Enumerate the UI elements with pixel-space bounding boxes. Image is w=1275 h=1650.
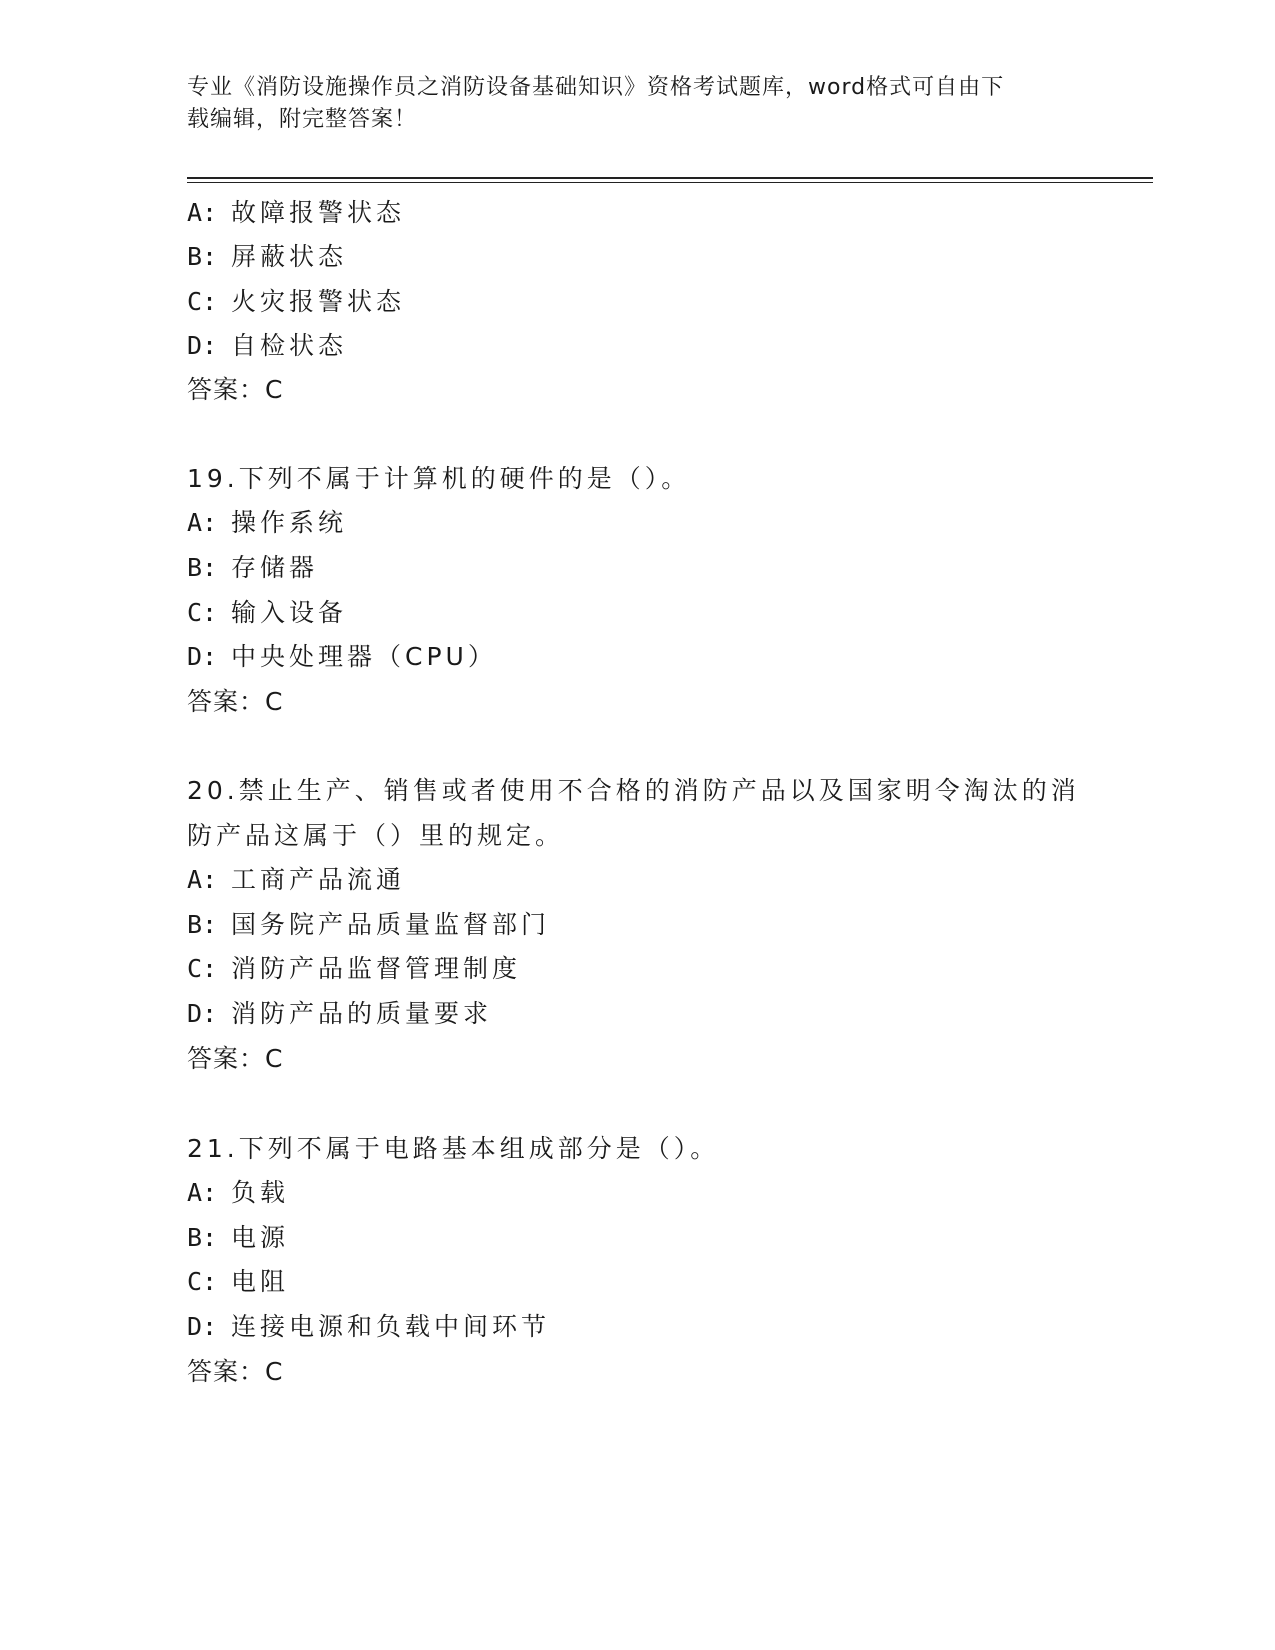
option-key: C:	[187, 1267, 218, 1296]
option-text: 存储器	[231, 553, 319, 582]
q21-option-d	[187, 1307, 550, 1343]
q19-answer: 答案：C	[187, 687, 284, 716]
q18-option-c	[187, 282, 405, 318]
option-text: 电阻	[231, 1267, 290, 1296]
option-key: B:	[187, 242, 218, 271]
q21-option-a	[187, 1173, 289, 1209]
option-key: D:	[187, 999, 218, 1028]
option-text: 自检状态	[231, 331, 348, 360]
header-divider-thick	[187, 177, 1153, 179]
header-line-1: 专业《消防设施操作员之消防设备基础知识》资格考试题库，word格式可自由下	[187, 75, 1005, 100]
option-text: 消防产品的质量要求	[231, 999, 493, 1028]
q18-answer: 答案：C	[187, 375, 284, 404]
q19-option-d	[187, 637, 497, 673]
option-key: A:	[187, 198, 218, 227]
option-key: A:	[187, 508, 218, 537]
q19-option-c	[187, 593, 347, 629]
q18-option-b	[187, 237, 347, 273]
option-key: C:	[187, 954, 218, 983]
option-text: 国务院产品质量监督部门	[231, 910, 551, 939]
q19-option-a	[187, 503, 347, 539]
q21-option-c	[187, 1262, 289, 1298]
option-key: B:	[187, 553, 218, 582]
q20-option-d	[187, 994, 492, 1030]
option-key: B:	[187, 1223, 218, 1252]
option-text: 故障报警状态	[231, 198, 406, 227]
header-line-2: 载编辑，附完整答案！	[187, 107, 418, 132]
option-key: D:	[187, 1312, 218, 1341]
q21-option-b	[187, 1218, 289, 1254]
option-key: C:	[187, 287, 218, 316]
option-key: C:	[187, 598, 218, 627]
q20-answer: 答案：C	[187, 1044, 284, 1073]
document-header	[187, 72, 1087, 136]
header-divider-thin	[187, 182, 1153, 183]
option-text: 操作系统	[231, 508, 348, 537]
option-text: 屏蔽状态	[231, 242, 348, 271]
option-text: 消防产品监督管理制度	[231, 954, 522, 983]
q18-option-a	[187, 193, 405, 229]
option-text: 中央处理器（CPU）	[231, 642, 497, 671]
option-text: 电源	[231, 1223, 290, 1252]
option-text: 连接电源和负载中间环节	[231, 1312, 551, 1341]
option-key: D:	[187, 642, 218, 671]
q20-option-a	[187, 860, 405, 896]
q19-option-b	[187, 548, 318, 584]
option-text: 工商产品流通	[231, 865, 406, 894]
q18-option-d	[187, 326, 347, 362]
option-key: A:	[187, 1178, 218, 1207]
option-text: 输入设备	[231, 598, 348, 627]
option-text: 火灾报警状态	[231, 287, 406, 316]
option-key: A:	[187, 865, 218, 894]
option-text: 负载	[231, 1178, 290, 1207]
option-key: D:	[187, 331, 218, 360]
q20-stem-line-1: 20.禁止生产、销售或者使用不合格的消防产品以及国家明令淘汰的消	[187, 776, 1080, 805]
q19-stem: 19.下列不属于计算机的硬件的是（）。	[187, 464, 691, 493]
q20-option-b	[187, 905, 550, 941]
q21-answer: 答案：C	[187, 1357, 284, 1386]
option-key: B:	[187, 910, 218, 939]
q20-stem-line-2: 防产品这属于（）里的规定。	[187, 821, 565, 850]
q21-stem: 21.下列不属于电路基本组成部分是（）。	[187, 1134, 720, 1163]
q20-option-c	[187, 949, 521, 985]
